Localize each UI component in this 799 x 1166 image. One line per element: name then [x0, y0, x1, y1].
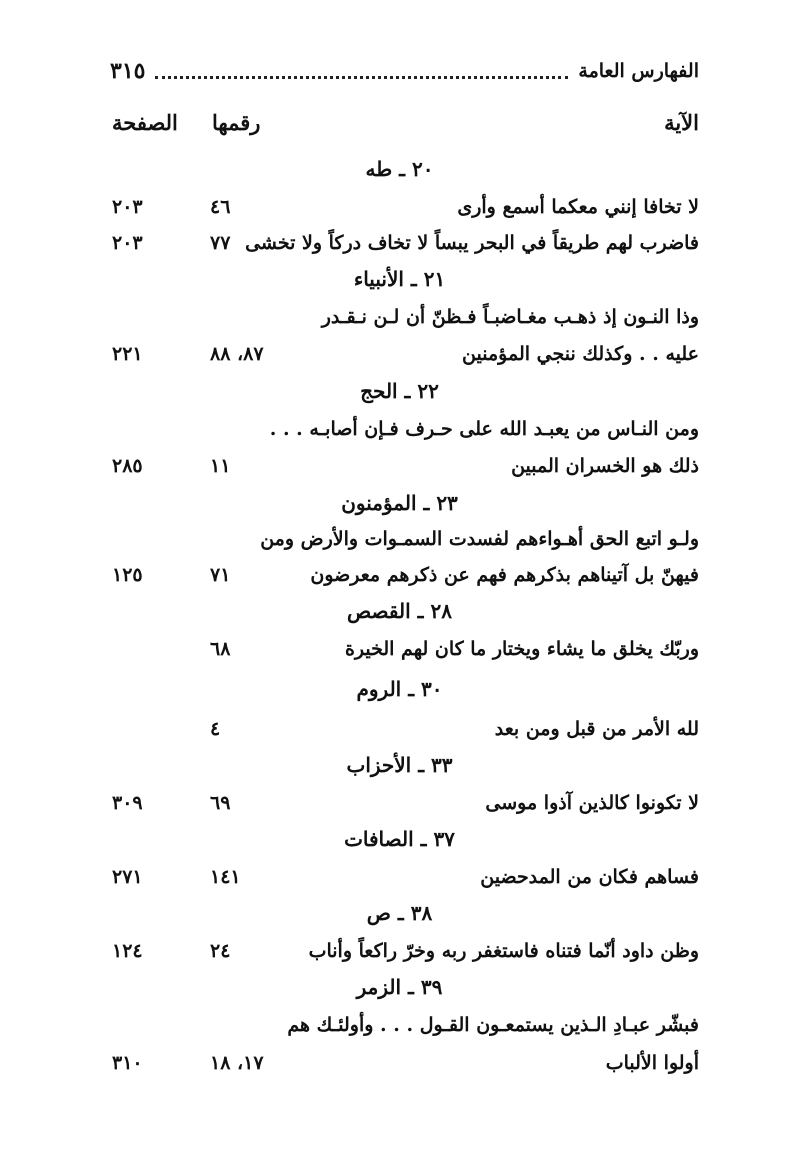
ayah-number: ١٤١: [210, 866, 241, 888]
index-row: [100, 558, 699, 594]
ayah-text: ولـو اتبع الحق أهـواءهم لفسدت السمـوات والأرض ومن: [260, 528, 699, 550]
column-header-number: رقمها: [212, 110, 261, 135]
page-reference: ٣١٠: [112, 1052, 143, 1074]
index-row: [100, 860, 699, 896]
page-reference: ٢٢١: [112, 343, 143, 365]
index-row: [100, 934, 699, 970]
page-reference: ٢٠٣: [112, 232, 143, 254]
ayah-text: وظن داود أنّما فتناه فاستغفر ربه وخرّ راكعاً وأناب: [308, 940, 699, 962]
index-row: [100, 412, 699, 448]
column-header-ayah: الآية: [664, 110, 699, 135]
ayah-text: فبشّر عبـادِ الـذين يستمعـون القـول . . . وأولئـك هم: [287, 1014, 699, 1036]
surah-heading: [100, 374, 699, 410]
ayah-text: عليه . . وكذلك ننجي المؤمنين: [462, 343, 699, 365]
page-reference: ٢٧١: [112, 866, 143, 888]
leader-dots: [155, 76, 568, 79]
index-row: [100, 1046, 699, 1082]
running-head-title: الفهارس العامة: [578, 60, 699, 82]
page-reference: ١٢٥: [112, 564, 143, 586]
index-row: [100, 449, 699, 485]
surah-title: ٣٣ ـ الأحزاب: [346, 753, 453, 777]
page-reference: ٢٠٣: [112, 196, 143, 218]
running-head: [110, 54, 699, 88]
surah-heading: [100, 262, 699, 298]
ayah-text: ومن النـاس من يعبـد الله على حـرف فـإن أصابـه . . .: [269, 418, 699, 440]
ayah-text: أولوا الألباب: [605, 1052, 699, 1074]
surah-title: ٢٢ ـ الحج: [360, 379, 439, 403]
ayah-text: فيهنّ بل آتيناهم بذكرهم فهم عن ذكرهم معرضون: [310, 564, 699, 586]
surah-heading: [100, 822, 699, 858]
ayah-number: ٦٨: [210, 638, 231, 660]
surah-heading: [100, 970, 699, 1006]
page-reference: ١٢٤: [112, 940, 143, 962]
index-row: [100, 300, 699, 336]
page-number: ٣١٥: [110, 58, 146, 84]
surah-title: ٢٣ ـ المؤمنون: [341, 491, 458, 515]
surah-heading: [100, 672, 699, 708]
index-row: [100, 226, 699, 262]
surah-title: ٣٩ ـ الزمر: [356, 975, 443, 999]
surah-heading: [100, 594, 699, 630]
ayah-number: ٤: [210, 718, 221, 740]
index-row: [100, 632, 699, 668]
index-row: [100, 522, 699, 558]
column-header-page: الصفحة: [112, 110, 178, 135]
surah-title: ٢٨ ـ القصص: [347, 599, 452, 623]
ayah-text: وذا النـون إذ ذهـب مغـاضبـاً فـظنّ أن لـن نـقـدر: [321, 306, 699, 328]
ayah-number: ٢٤: [210, 940, 231, 962]
ayah-text: لله الأمر من قبل ومن بعد: [494, 718, 699, 740]
surah-title: ٢١ ـ الأنبياء: [353, 267, 446, 291]
ayah-text: فساهم فكان من المدحضين: [480, 866, 699, 888]
page-reference: ٢٨٥: [112, 455, 143, 477]
surah-heading: [100, 748, 699, 784]
ayah-number: ٧١: [210, 564, 231, 586]
surah-heading: [100, 152, 699, 188]
surah-title: ٢٠ ـ طه: [365, 157, 434, 181]
surah-title: ٣٧ ـ الصافات: [344, 827, 455, 851]
surah-heading: [100, 486, 699, 522]
index-row: [100, 337, 699, 373]
ayah-text: وربّك يخلق ما يشاء ويختار ما كان لهم الخيرة: [344, 638, 699, 660]
ayah-number: ١٧، ١٨: [210, 1052, 264, 1074]
ayah-number: ٧٧: [210, 232, 231, 254]
surah-title: ٣٨ ـ ص: [366, 901, 433, 925]
ayah-text: فاضرب لهم طريقاً في البحر يبساً لا تخاف دركاً ولا تخشى: [245, 232, 699, 254]
ayah-text: لا تخافا إنني معكما أسمع وأرى: [457, 196, 699, 218]
surah-title: ٣٠ ـ الروم: [356, 677, 443, 701]
ayah-text: ذلك هو الخسران المبين: [511, 455, 699, 477]
ayah-number: ٨٧، ٨٨: [210, 343, 264, 365]
ayah-number: ٦٩: [210, 792, 231, 814]
ayah-number: ٤٦: [210, 196, 231, 218]
surah-heading: [100, 896, 699, 932]
ayah-text: لا تكونوا كالذين آذوا موسى: [485, 792, 699, 814]
index-row: [100, 786, 699, 822]
index-row: [100, 1008, 699, 1044]
ayah-number: ١١: [210, 455, 231, 477]
index-row: [100, 190, 699, 226]
page-reference: ٣٠٩: [112, 792, 143, 814]
index-row: [100, 712, 699, 748]
